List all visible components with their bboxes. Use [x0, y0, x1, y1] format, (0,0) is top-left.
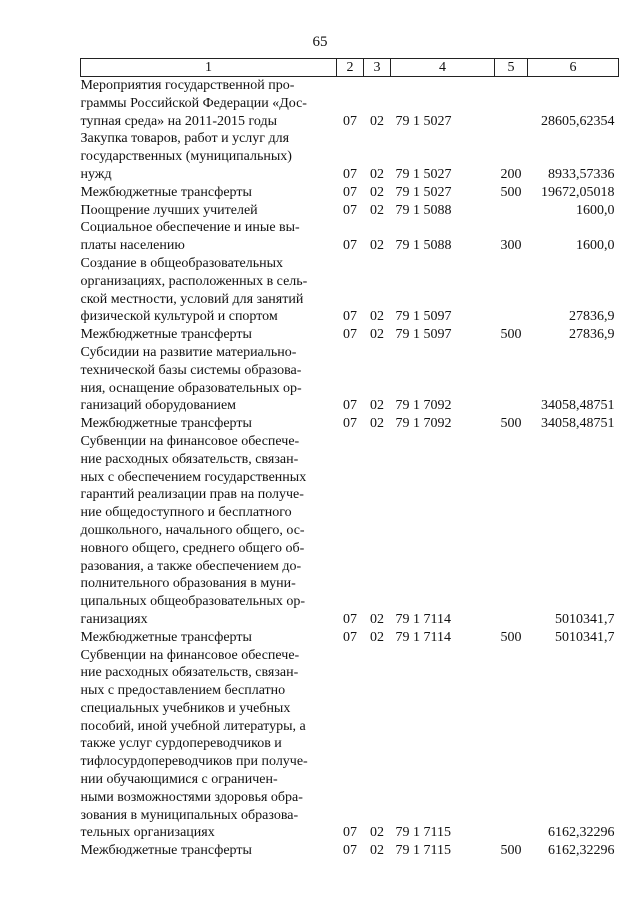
expense-type-code — [495, 202, 528, 220]
table-row — [81, 842, 619, 860]
amount: 5010341,7 — [555, 611, 615, 627]
target-article-code: 79 1 7115 — [395, 825, 451, 841]
row-description — [81, 202, 337, 220]
row-description — [81, 255, 337, 326]
description-line: организациях, расположенных в сель- — [80, 273, 308, 289]
row-description — [81, 130, 337, 183]
subsection-code: 02 — [370, 202, 384, 218]
target-article-code: 79 1 7092 — [395, 398, 452, 414]
description-line: тифлосурдопереводчиков при получе- — [80, 754, 308, 770]
section-code: 07 — [343, 611, 357, 627]
subsection-code: 02 — [370, 611, 384, 627]
target-article-code: 79 1 5027 — [395, 184, 452, 200]
header-col-3: 3 — [364, 59, 391, 77]
section-code: 07 — [343, 238, 357, 254]
section-code: 07 — [343, 327, 357, 343]
section-code: 07 — [343, 416, 357, 432]
row-description — [81, 842, 337, 860]
description-line: новного общего, среднего общего об- — [80, 540, 305, 556]
amount: 1600,0 — [576, 202, 615, 218]
description-line: технической базы системы образова- — [80, 362, 302, 378]
target-article-code: 79 1 5027 — [395, 113, 452, 129]
description-line: ской местности, условий для занятий — [80, 291, 304, 307]
description-line: Межбюджетные трансферты — [80, 327, 252, 343]
page-number: 65 — [312, 34, 328, 50]
header-col-6: 6 — [528, 59, 619, 77]
description-line: тупная среда» на 2011-2015 годы — [80, 113, 278, 129]
row-description — [81, 433, 337, 629]
description-line: Мероприятия государственной про- — [80, 78, 295, 93]
description-line: ганизаций оборудованием — [80, 398, 237, 414]
description-line: дошкольного, начального общего, ос- — [80, 522, 305, 538]
expense-type-code: 500 — [500, 843, 522, 859]
description-line: ных с предоставлением бесплатно — [80, 683, 286, 699]
expense-type-code: 500 — [500, 327, 522, 343]
budget-table — [80, 58, 619, 860]
section-code: 07 — [343, 825, 357, 841]
row-description — [81, 629, 337, 647]
description-line: Создание в общеобразовательных — [80, 255, 284, 271]
amount: 34058,48751 — [541, 398, 615, 414]
description-line: граммы Российской Федерации «Дос- — [80, 95, 307, 111]
description-line: зования в муниципальных образова- — [80, 807, 299, 823]
subsection-code: 02 — [370, 309, 384, 325]
section-code: 07 — [343, 202, 357, 218]
amount: 1600,0 — [576, 238, 615, 254]
target-article-code: 79 1 5097 — [395, 309, 452, 325]
subsection-code: 02 — [370, 629, 384, 645]
description-line: Социальное обеспечение и иные вы- — [80, 220, 300, 236]
description-line: ния, оснащение образовательных ор- — [80, 380, 302, 396]
section-code: 07 — [343, 629, 357, 645]
row-description — [81, 647, 337, 843]
table-row — [81, 433, 619, 629]
description-line: ние расходных обязательств, связан- — [80, 665, 299, 681]
target-article-code: 79 1 5097 — [395, 327, 452, 343]
target-article-code: 79 1 5088 — [395, 238, 452, 254]
description-line: полнительного образования в муни- — [80, 576, 296, 592]
header-col-2: 2 — [337, 59, 364, 77]
section-code: 07 — [343, 166, 357, 182]
expense-type-code — [495, 647, 528, 843]
row-description — [81, 344, 337, 415]
row-description — [81, 219, 337, 255]
description-line: пособий, иной учебной литературы, а — [80, 718, 306, 734]
description-line: тельных организациях — [80, 825, 215, 841]
section-code: 07 — [343, 309, 357, 325]
description-line: нии обучающимися с ограничен- — [80, 772, 278, 788]
table-row — [81, 184, 619, 202]
subsection-code: 02 — [370, 416, 384, 432]
description-line: Межбюджетные трансферты — [80, 629, 252, 645]
section-code: 07 — [343, 843, 357, 859]
table-row — [81, 130, 619, 183]
expense-type-code: 500 — [500, 629, 522, 645]
expense-type-code: 200 — [500, 166, 522, 182]
subsection-code: 02 — [370, 825, 384, 841]
table-row — [81, 326, 619, 344]
row-description — [81, 326, 337, 344]
subsection-code: 02 — [370, 843, 384, 859]
table-row — [81, 255, 619, 326]
table-row — [81, 219, 619, 255]
subsection-code: 02 — [370, 238, 384, 254]
description-line: ние расходных обязательств, связан- — [80, 451, 299, 467]
description-line: разования, а также обеспечением до- — [80, 558, 302, 574]
description-line: Межбюджетные трансферты — [80, 184, 252, 200]
description-line: также услуг сурдопереводчиков и — [80, 736, 282, 752]
target-article-code: 79 1 7092 — [395, 416, 452, 432]
subsection-code: 02 — [370, 398, 384, 414]
amount: 6162,32296 — [548, 843, 615, 859]
expense-type-code: 500 — [500, 184, 522, 200]
table-body — [81, 77, 619, 861]
row-description — [81, 184, 337, 202]
expense-type-code — [495, 433, 528, 629]
target-article-code: 79 1 7114 — [395, 611, 451, 627]
description-line: Межбюджетные трансферты — [80, 416, 252, 432]
description-line: ганизациях — [80, 611, 148, 627]
description-line: специальных учебников и учебных — [80, 700, 291, 716]
amount: 5010341,7 — [555, 629, 615, 645]
amount: 34058,48751 — [541, 416, 615, 432]
description-line: Субсидии на развитие материально- — [80, 344, 297, 360]
target-article-code: 79 1 5027 — [395, 166, 452, 182]
target-article-code: 79 1 7115 — [395, 843, 451, 859]
subsection-code: 02 — [370, 166, 384, 182]
description-line: ние общедоступного и бесплатного — [80, 505, 292, 521]
description-line: Закупка товаров, работ и услуг для — [80, 131, 290, 147]
section-code: 07 — [343, 113, 357, 129]
amount: 19672,05018 — [541, 184, 615, 200]
amount: 27836,9 — [569, 327, 615, 343]
expense-type-code — [495, 77, 528, 131]
description-line: государственных (муниципальных) — [80, 149, 292, 165]
description-line: гарантий реализации прав на получе- — [80, 487, 304, 503]
section-code: 07 — [343, 184, 357, 200]
description-line: ными возможностями здоровья обра- — [80, 789, 303, 805]
row-description — [81, 415, 337, 433]
description-line: Субвенции на финансовое обеспече- — [80, 433, 300, 449]
target-article-code: 79 1 7114 — [395, 629, 451, 645]
table-row — [81, 647, 619, 843]
subsection-code: 02 — [370, 327, 384, 343]
description-line: ципальных общеобразовательных ор- — [80, 594, 306, 610]
description-line: платы населению — [80, 238, 185, 254]
amount: 8933,57336 — [548, 166, 615, 182]
subsection-code: 02 — [370, 113, 384, 129]
header-col-5: 5 — [495, 59, 528, 77]
expense-type-code — [495, 344, 528, 415]
table-row — [81, 77, 619, 131]
amount: 28605,62354 — [541, 113, 615, 129]
description-line: ных с обеспечением государственных — [80, 469, 307, 485]
header-col-4: 4 — [391, 59, 495, 77]
target-article-code: 79 1 5088 — [395, 202, 452, 218]
description-line: Субвенции на финансовое обеспече- — [80, 647, 300, 663]
expense-type-code: 500 — [500, 416, 522, 432]
subsection-code: 02 — [370, 184, 384, 200]
table-row — [81, 344, 619, 415]
table-row — [81, 415, 619, 433]
header-col-1: 1 — [81, 59, 337, 77]
table-row — [81, 629, 619, 647]
section-code: 07 — [343, 398, 357, 414]
amount: 27836,9 — [569, 309, 615, 325]
expense-type-code — [495, 255, 528, 326]
description-line: Поощрение лучших учителей — [80, 202, 258, 218]
table-row — [81, 202, 619, 220]
amount: 6162,32296 — [548, 825, 615, 841]
description-line: физической культурой и спортом — [80, 309, 278, 325]
row-description — [81, 77, 337, 131]
expense-type-code: 300 — [500, 238, 522, 254]
table-header-row — [81, 59, 619, 77]
description-line: нужд — [80, 166, 112, 182]
description-line: Межбюджетные трансферты — [80, 843, 252, 859]
